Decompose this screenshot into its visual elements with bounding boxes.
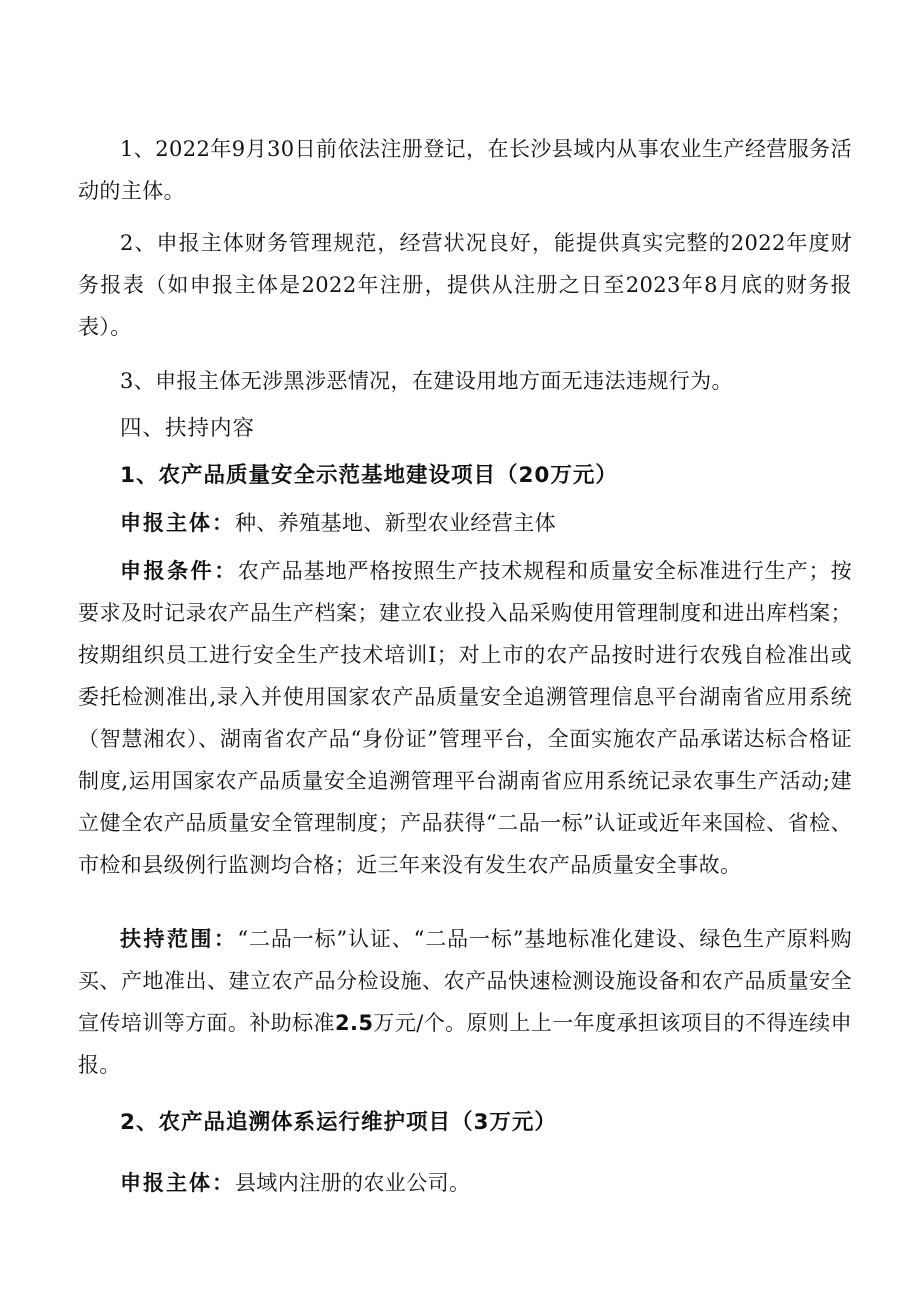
criterion-2: 2、申报主体财务管理规范，经营状况良好，能提供真实完整的2022年度财务报表（如申报主体是2022年注册，提供从注册之日至2023年8月底的财务报表）。 bbox=[78, 231, 852, 339]
project-1-title: 1、农产品质量安全示范基地建设项目（20万元） bbox=[120, 463, 618, 488]
project-2-subject bbox=[78, 1162, 852, 1204]
project-1-conditions-text: 农产品基地严格按照生产技术规程和质量安全标准进行生产；按要求及时记录农产品生产档案；建立农业投入品采购使用管理制度和进出库档案；按期组织员工进行安全生产技术培训I；对上市的农产品按时进行农残自检准出或委托检测准出,录入并使用国家农产品质量安全追溯管理信息平台湖南省应用系统（智慧湘农）、湖南省农产品“身份证”管理平台，全面实施农产品承诺达标合格证制度,运用国家农产品质量安全追溯管理平台湖南省应用系统记录农事生产活动;建立健全农产品质量安全管理制度；产品获得“二品一标”认证或近年来国检、省检、市检和县级例行监测均合格；近三年来没有发生农产品质量安全事故。 bbox=[78, 559, 852, 877]
project-2-subject-label: 申报主体： bbox=[120, 1170, 235, 1195]
criterion-1: 1、2022年9月30日前依法注册登记，在长沙县域内从事农业生产经营服务活动的主体。 bbox=[78, 137, 852, 203]
project-1-scope-text-a: “二品一标”认证、“二品一标”基地标准化建设、绿色生产原料购买、产地准出、建立农产品分检设施、农产品快速检测设施设备和农产品质量安全宣传培训等方面。补助标准 bbox=[78, 927, 852, 1035]
project-1-subject-label: 申报主体： bbox=[120, 510, 235, 535]
project-1-subject bbox=[78, 502, 852, 544]
project-2-subject-text: 县域内注册的农业公司。 bbox=[235, 1171, 471, 1195]
project-1-subject-text: 种、养殖基地、新型农业经营主体 bbox=[235, 511, 556, 535]
project-1-scope-label: 扶持范围： bbox=[120, 926, 238, 951]
project-1-scope-text-b: 万元/个。原则上上一年度承担该项目的不得连续申报。 bbox=[78, 1011, 852, 1077]
section-title: 四、扶持内容 bbox=[120, 416, 256, 441]
project-1-scope bbox=[78, 918, 852, 1086]
project-1-conditions-label: 申报条件： bbox=[120, 558, 238, 583]
criterion-3: 3、申报主体无涉黑涉恶情况，在建设用地方面无违法违规行为。 bbox=[120, 369, 733, 393]
project-2-title: 2、农产品追溯体系运行维护项目（3万元） bbox=[120, 1110, 557, 1135]
project-1-scope-amount: 2.5 bbox=[334, 1011, 374, 1035]
project-1-conditions bbox=[78, 550, 852, 886]
